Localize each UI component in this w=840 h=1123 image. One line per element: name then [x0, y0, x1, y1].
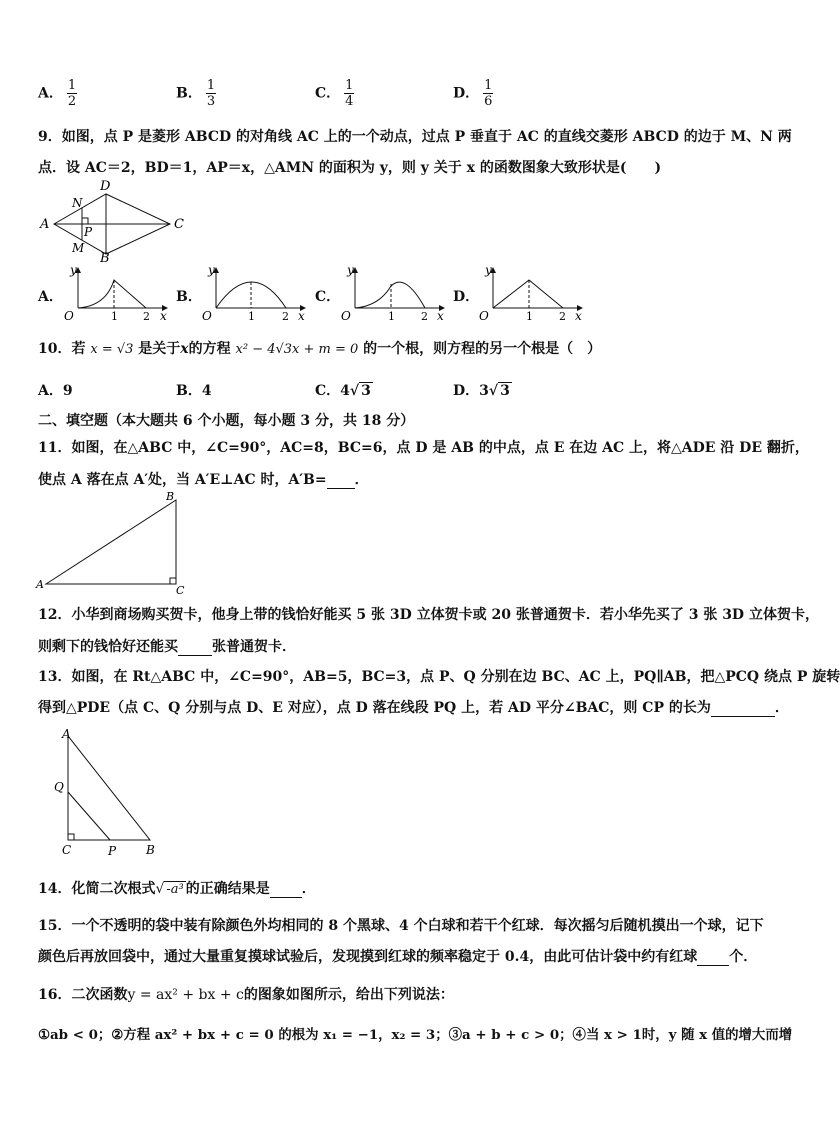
q15-line1: 15．一个不透明的袋中装有除颜色外均相同的 8 个黑球、4 个白球和若干个红球．每次摇匀后随机摸出一个球，记下: [38, 918, 764, 934]
answer-blank: [711, 700, 775, 717]
q8-option-b: B． $\frac{1}{3}$: [176, 78, 216, 109]
graph-d-curve: [493, 280, 563, 308]
q13-line2: 得到△PDE（点 C、Q 分别与点 D、E 对应），点 D 落在线段 PQ 上，若 AD 平分∠BAC，则 CP 的长为 ．: [38, 700, 789, 716]
q12-line1: 12．小华到商场购买贺卡，他身上带的钱恰好能买 5 张 3D 立体贺卡或 20 张普通贺卡．若小华先买了 3 张 3D 立体贺卡，: [38, 607, 819, 623]
svg-text:O: O: [64, 309, 74, 323]
q13-line1: 13．如图，在 Rt△ABC 中，∠C=90°，AB=5，BC=3，点 P、Q 分别在边 BC、AC 上，PQ∥AB，把△PCQ 绕点 P 旋转: [38, 669, 840, 685]
label-b: B: [166, 490, 175, 503]
triangle-abc: [68, 736, 150, 840]
svg-text:2: 2: [421, 310, 428, 323]
svg-text:x: x: [298, 309, 305, 323]
svg-text:x: x: [160, 309, 167, 323]
svg-text:O: O: [479, 309, 489, 323]
label-a: A: [36, 578, 44, 591]
label-c: C: [62, 843, 72, 857]
q9-option-b-label: B．: [176, 289, 202, 305]
q9-option-d-label: D．: [453, 289, 480, 305]
label-p: P: [108, 844, 117, 858]
fraction: $\frac{1}{6}$: [484, 78, 493, 109]
label-a: A: [62, 727, 71, 741]
q9-option-c-label: C．: [315, 289, 341, 305]
q12-line2: 则剩下的钱恰好还能买 张普通贺卡．: [38, 639, 296, 655]
graph-d: [477, 262, 589, 324]
svg-text:O: O: [341, 309, 351, 323]
q10-option-b: B．4: [176, 383, 212, 399]
svg-text:1: 1: [248, 310, 255, 323]
label-m: M: [72, 241, 85, 255]
triangle-figure-q11: [34, 488, 194, 597]
graph-b: [200, 262, 312, 324]
q9-option-a-label: A．: [38, 289, 63, 305]
q11-line1: 11．如图，在△ABC 中，∠C=90°，AC=8，BC=6，点 D 是 AB 的中点，点 E 在边 AC 上，将△ADE 沿 DE 翻折，: [38, 440, 809, 456]
right-angle-mark: [82, 218, 88, 224]
graph-c-curve: [355, 282, 425, 308]
svg-text:1: 1: [111, 310, 118, 323]
label-b: B: [146, 843, 155, 857]
svg-text:1: 1: [388, 310, 395, 323]
svg-text:y: y: [485, 263, 492, 277]
q10-option-a: A．9: [38, 383, 73, 399]
answer-blank: [178, 639, 212, 656]
q10-option-d: D．3√ 3: [453, 383, 510, 399]
label-c: C: [176, 584, 185, 597]
label-p: P: [84, 225, 93, 239]
q9-line1: 9．如图，点 P 是菱形 ABCD 的对角线 AC 上的一个动点，过点 P 垂直于 AC 的直线交菱形 ABCD 的边于 M、N 两: [38, 129, 792, 145]
label-a: A: [40, 217, 50, 232]
rhombus-figure: [36, 180, 182, 264]
svg-text:2: 2: [559, 310, 566, 323]
q10-eq2: x² − 4√3x + m = 0: [235, 342, 359, 357]
label-c: C: [174, 217, 184, 232]
q16-equation: y = ax² + bx + c: [127, 987, 244, 1003]
graph-a: [62, 262, 174, 324]
label-d: D: [100, 179, 111, 194]
section-heading: 二、填空题（本大题共 6 个小题，每小题 3 分，共 18 分）: [38, 413, 415, 429]
svg-text:y: y: [208, 263, 215, 277]
q15-line2: 颜色后再放回袋中，通过大量重复摸球试验后，发现摸到红球的频率稳定于 0.4，由此可估计袋中约有红球 个．: [38, 949, 758, 965]
q10-stem: 10．若 x = √3 是关于x的方程 x² − 4√3x + m = 0 的一个根，则方程的另一个根是（ ）: [38, 341, 602, 357]
label-q: Q: [54, 780, 64, 794]
fraction: $\frac{1}{3}$: [206, 78, 216, 109]
graph-c: [339, 262, 451, 324]
q9-line2: 点．设 AC＝2，BD＝1，AP＝x，△AMN 的面积为 y，则 y 关于 x 的函数图象大致形状是( ): [38, 160, 662, 176]
answer-blank: [697, 949, 729, 966]
q11-line2: 使点 A 落在点 A′处，当 A′E⊥AC 时，A′B= ．: [38, 472, 369, 488]
triangle-abc: [46, 500, 176, 584]
segment-pq: [68, 792, 110, 840]
q14-line: 14．化简二次根式√ -a³ 的正确结果是 ．: [38, 881, 316, 897]
q16-line1: 16．二次函数y = ax² + bx + c的图象如图所示，给出下列说法：: [38, 987, 454, 1003]
svg-text:x: x: [575, 309, 582, 323]
label-n: N: [72, 196, 83, 210]
q8-option-c: C． $\frac{1}{4}$: [315, 78, 354, 109]
q10-option-c: C．4√ 3: [315, 383, 371, 399]
svg-text:O: O: [202, 309, 212, 323]
graph-a-curve: [78, 280, 146, 308]
q10-eq1: x = √3: [90, 342, 134, 357]
answer-blank: [270, 881, 302, 898]
q16-line2: ①ab < 0；②方程 ax² + bx + c = 0 的根为 x₁ = −1，x₂ = 3；③a + b + c > 0；④当 x > 1时，y 随 x 值的增大而增: [38, 1027, 793, 1043]
q8-option-d: D． $\frac{1}{6}$: [453, 78, 493, 109]
fraction: $\frac{1}{2}$: [67, 78, 77, 109]
svg-text:y: y: [347, 263, 354, 277]
svg-text:x: x: [437, 309, 444, 323]
triangle-figure-q13: [50, 724, 166, 858]
svg-text:1: 1: [526, 310, 533, 323]
svg-text:y: y: [70, 263, 77, 277]
right-angle-mark: [68, 834, 74, 840]
answer-blank: [327, 472, 355, 489]
q8-option-a: A． $\frac{1}{2}$: [38, 78, 77, 109]
fraction: $\frac{1}{4}$: [345, 78, 354, 109]
label-b: B: [100, 251, 110, 266]
svg-text:2: 2: [282, 310, 289, 323]
radicand: -a³: [166, 882, 184, 897]
svg-text:2: 2: [143, 310, 150, 323]
